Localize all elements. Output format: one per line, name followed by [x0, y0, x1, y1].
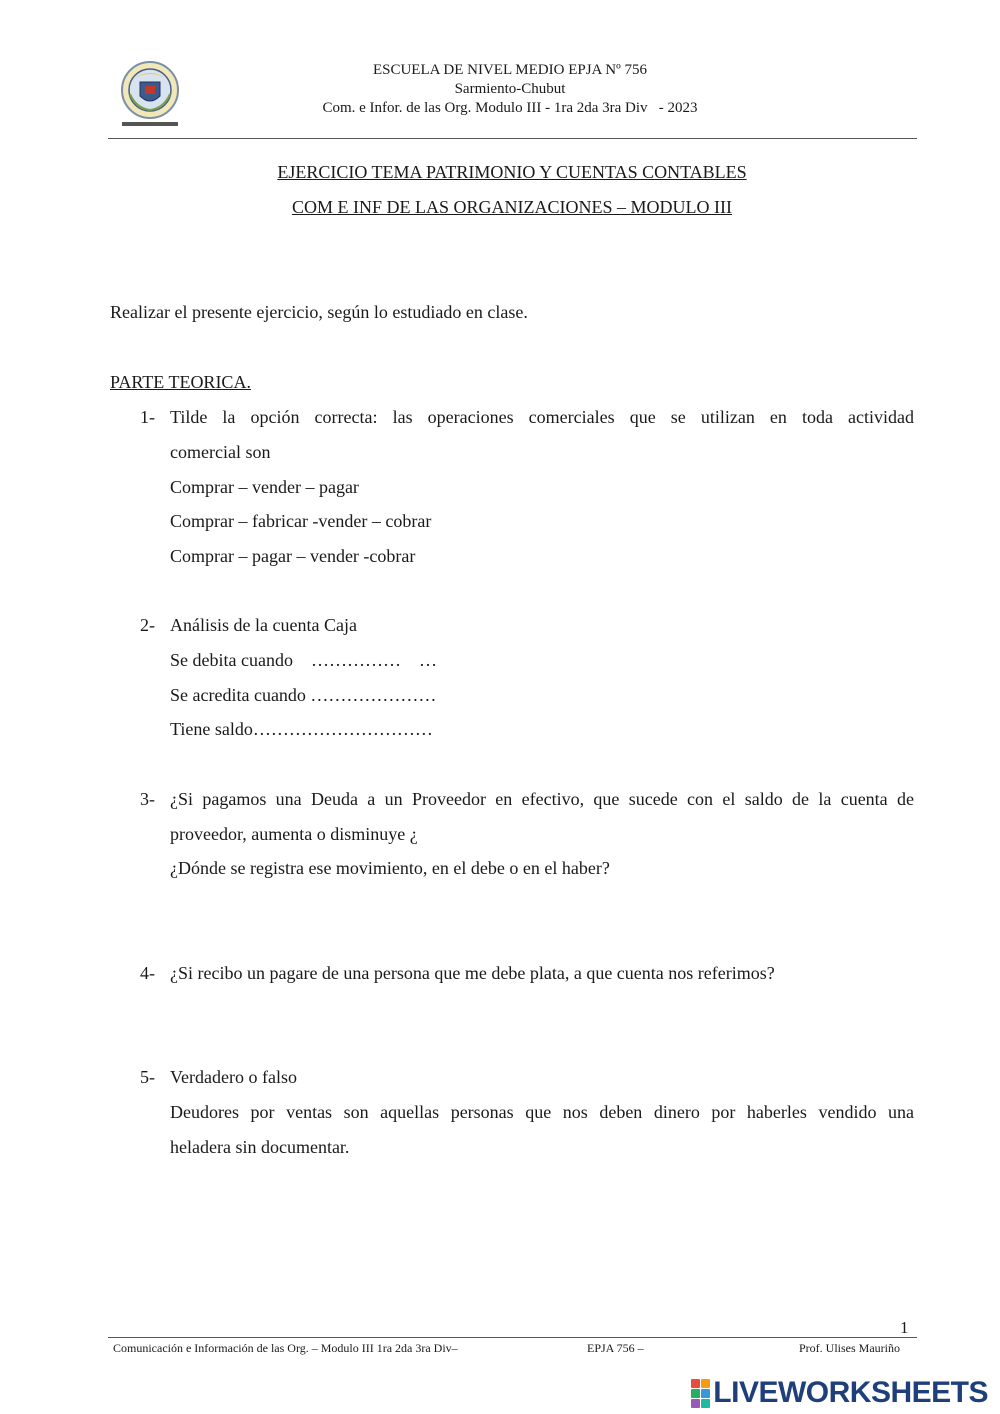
question-3-subquestion: ¿Dónde se registra ese movimiento, en el debe o en el haber? [170, 858, 610, 878]
course-line: Com. e Infor. de las Org. Modulo III - 1ra 2da 3ra Div - 2023 [322, 100, 698, 116]
question-2-item: Tiene saldo………………………… [170, 719, 433, 739]
footer-right: Prof. Ulises Mauriño [799, 1341, 900, 1355]
question-1-option: Comprar – pagar – vender -cobrar [170, 546, 416, 566]
liveworksheets-wordmark: LIVEWORKSHEETS [713, 1376, 988, 1409]
footer-left: Comunicación e Información de las Org. – Modulo III 1ra 2da 3ra Div– [113, 1341, 458, 1355]
question-1-option: Comprar – fabricar -vender – cobrar [170, 511, 432, 531]
question-2-item: Se acredita cuando ………………… [170, 685, 437, 705]
question-3-text: ¿Si pagamos una Deuda a un Proveedor en efectivo, que sucede con el saldo de la cuenta de [170, 789, 914, 809]
question-2-number: 2- [140, 615, 155, 635]
liveworksheets-logo-icon [691, 1379, 710, 1408]
footer-divider [108, 1337, 917, 1338]
section-title: PARTE TEORICA. [110, 372, 251, 392]
liveworksheets-brand[interactable] [691, 1376, 988, 1410]
question-5-statement: Deudores por ventas son aquellas personas que nos deben dinero por haberles vendido una [170, 1102, 914, 1122]
header-divider [108, 138, 917, 139]
question-2-text: Análisis de la cuenta Caja [170, 615, 357, 635]
question-2-item: Se debita cuando …………… … [170, 650, 437, 670]
exercise-title: EJERCICIO TEMA PATRIMONIO Y CUENTAS CONTABLES [277, 162, 747, 182]
question-1-text-cont: comercial son [170, 442, 271, 462]
page-number: 1 [900, 1318, 909, 1337]
school-location: Sarmiento-Chubut [454, 81, 566, 97]
question-4-text: ¿Si recibo un pagare de una persona que me debe plata, a que cuenta nos referimos? [170, 963, 775, 983]
question-3-number: 3- [140, 789, 155, 809]
question-3-text-cont: proveedor, aumenta o disminuye ¿ [170, 824, 418, 844]
question-1-option: Comprar – vender – pagar [170, 477, 359, 497]
question-1-text: Tilde la opción correcta: las operaciones comerciales que se utilizan en toda actividad [170, 407, 914, 427]
instructions: Realizar el presente ejercicio, según lo estudiado en clase. [110, 302, 528, 322]
question-5-text: Verdadero o falso [170, 1067, 297, 1087]
question-1-number: 1- [140, 407, 155, 427]
question-5-statement-cont: heladera sin documentar. [170, 1137, 350, 1157]
footer-center: EPJA 756 – [587, 1341, 644, 1355]
question-4-number: 4- [140, 963, 155, 983]
question-5-number: 5- [140, 1067, 155, 1087]
school-logo [116, 60, 184, 132]
module-title: COM E INF DE LAS ORGANIZACIONES – MODULO III [292, 197, 732, 217]
school-name: ESCUELA DE NIVEL MEDIO EPJA Nº 756 [372, 62, 648, 78]
